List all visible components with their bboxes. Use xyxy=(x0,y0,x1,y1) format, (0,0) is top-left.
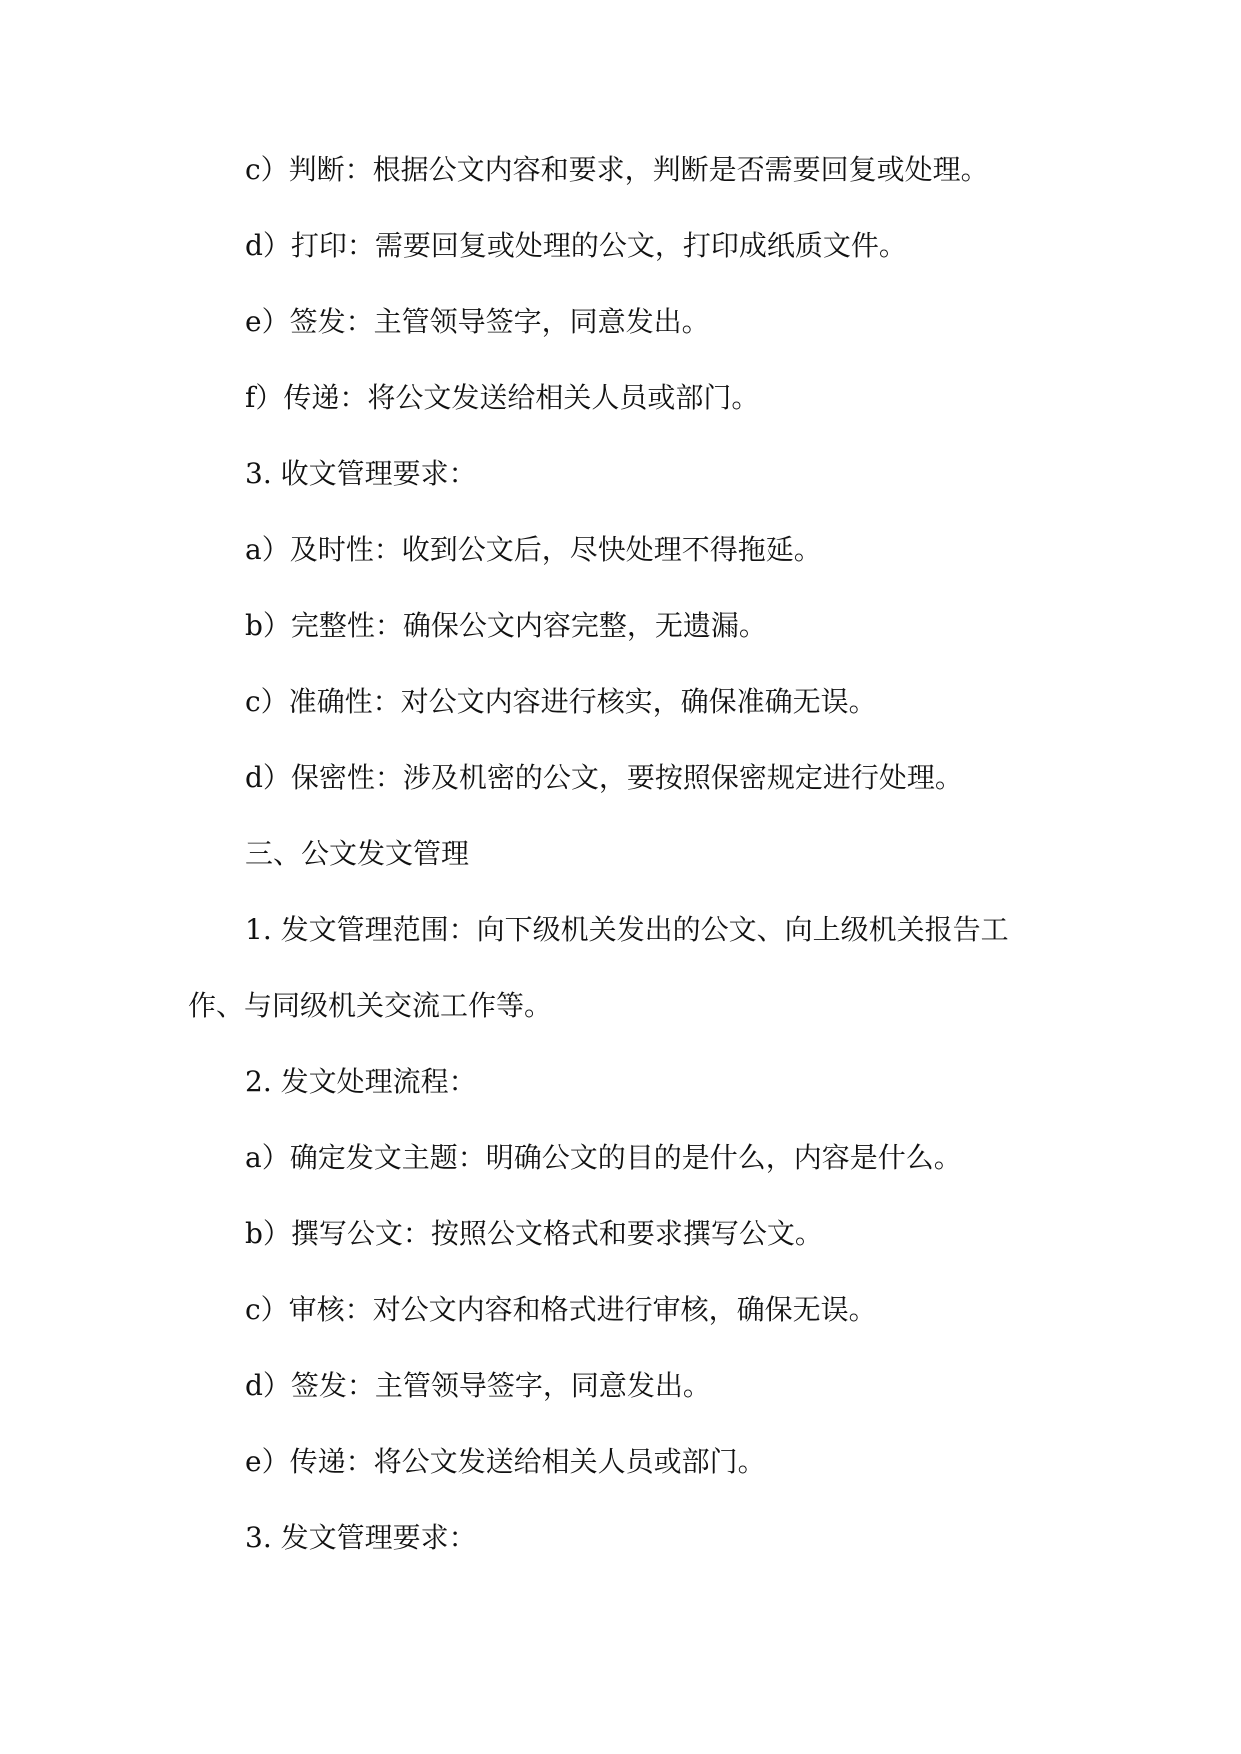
item-e-sign: e）签发：主管领导签字，同意发出。 xyxy=(245,305,710,338)
item-b-draft: b）撰写公文：按照公文格式和要求撰写公文。 xyxy=(245,1217,823,1250)
item-a-topic: a）确定发文主题：明确公文的目的是什么，内容是什么。 xyxy=(245,1141,962,1174)
item-d-print: d）打印：需要回复或处理的公文，打印成纸质文件。 xyxy=(245,229,907,262)
item-a-timeliness: a）及时性：收到公文后，尽快处理不得拖延。 xyxy=(245,533,822,566)
item-e-deliver: e）传递：将公文发送给相关人员或部门。 xyxy=(245,1445,766,1478)
receipt-requirements-heading: 3. 收文管理要求： xyxy=(245,457,477,490)
item-b-completeness: b）完整性：确保公文内容完整，无遗漏。 xyxy=(245,609,767,642)
item-d-sign: d）签发：主管领导签字，同意发出。 xyxy=(245,1369,711,1402)
dispatch-scope-line2: 作、与同级机关交流工作等。 xyxy=(188,989,553,1022)
item-c-judge: c）判断：根据公文内容和要求，判断是否需要回复或处理。 xyxy=(245,153,989,186)
section-title-dispatch: 三、公文发文管理 xyxy=(245,837,470,870)
item-d-confidentiality: d）保密性：涉及机密的公文，要按照保密规定进行处理。 xyxy=(245,761,963,794)
item-f-deliver: f）传递：将公文发送给相关人员或部门。 xyxy=(245,381,760,414)
dispatch-requirements-heading: 3. 发文管理要求： xyxy=(245,1521,477,1554)
item-c-accuracy: c）准确性：对公文内容进行核实，确保准确无误。 xyxy=(245,685,877,718)
dispatch-process-heading: 2. 发文处理流程： xyxy=(245,1065,477,1098)
item-c-review: c）审核：对公文内容和格式进行审核，确保无误。 xyxy=(245,1293,877,1326)
dispatch-scope-line1: 1. 发文管理范围：向下级机关发出的公文、向上级机关报告工 xyxy=(245,913,1009,946)
